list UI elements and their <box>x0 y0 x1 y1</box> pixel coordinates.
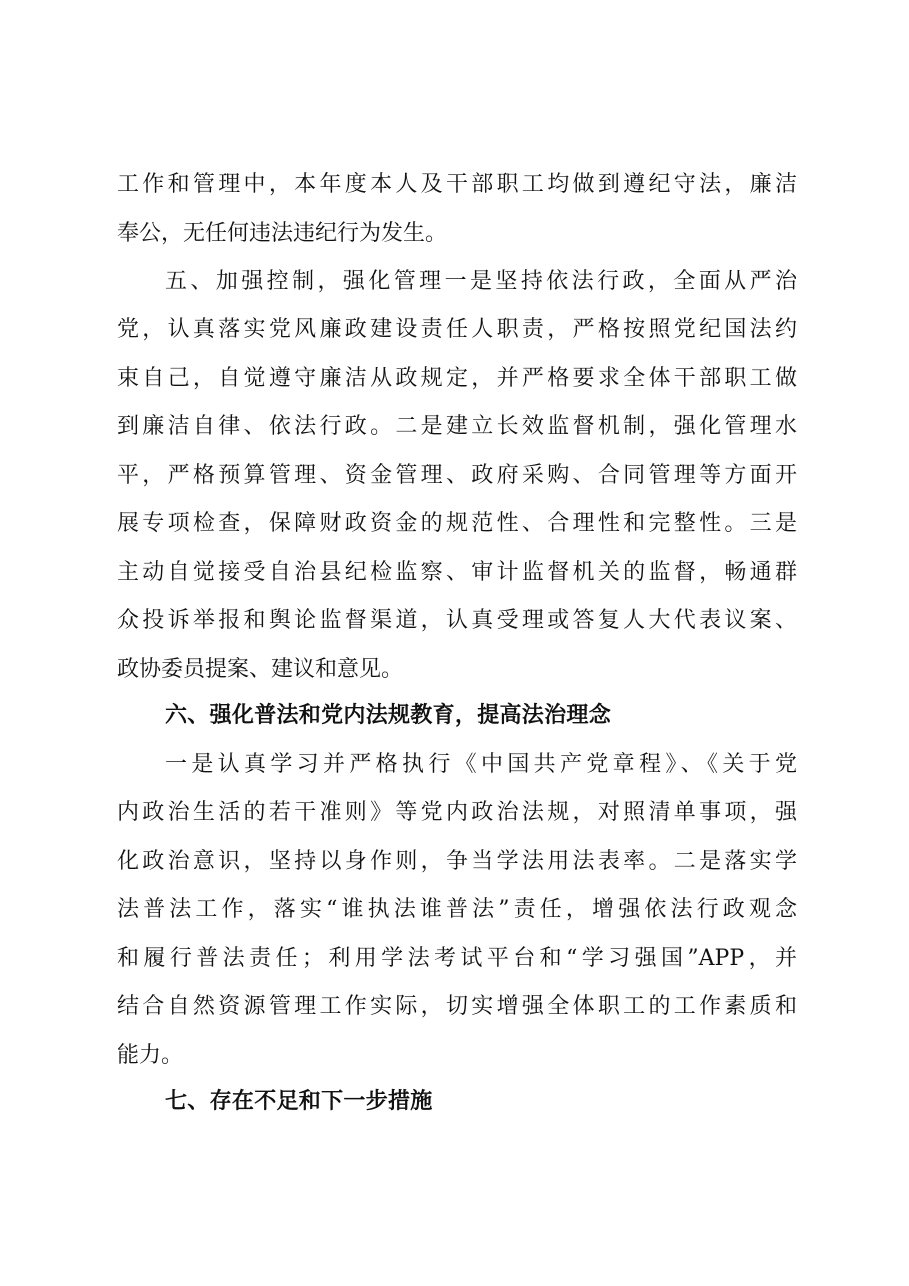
paragraph-line: 党，认真落实党风廉政建设责任人职责，严格按照党纪国法约 <box>117 317 797 342</box>
paragraph-line: 束自己，自觉遵守廉洁从政规定，并严格要求全体干部职工做 <box>117 366 797 391</box>
paragraph-line: 到廉洁自律、依法行政。二是建立长效监督机制，强化管理水 <box>117 414 797 439</box>
paragraph-line: 奉公，无任何违法违纪行为发生。 <box>117 221 448 246</box>
paragraph-line: 众投诉举报和舆论监督渠道，认真受理或答复人大代表议案、 <box>117 608 797 633</box>
paragraph-line: 能力。 <box>117 1043 184 1068</box>
paragraph-line: 主动自觉接受自治县纪检监察、审计监督机关的监督，畅通群 <box>117 560 797 585</box>
paragraph-line: 展专项检查，保障财政资金的规范性、合理性和完整性。三是 <box>117 511 797 536</box>
paragraph-line: 一是认真学习并严格执行《中国共产党章程》、《关于党 <box>165 752 797 777</box>
paragraph-line: 五、加强控制，强化管理一是坚持依法行政，全面从严治 <box>165 269 797 294</box>
paragraph-line: 法普法工作，落实“谁执法谁普法”责任，增强依法行政观念 <box>117 897 797 922</box>
paragraph-line: 内政治生活的若干准则》等党内政治法规，对照清单事项，强 <box>117 800 797 825</box>
paragraph-line: 结合自然资源管理工作实际，切实增强全体职工的工作素质和 <box>117 994 797 1019</box>
paragraph-line: 政协委员提案、建议和意见。 <box>117 657 404 682</box>
paragraph-line: 平，严格预算管理、资金管理、政府采购、合同管理等方面开 <box>117 463 797 488</box>
section-heading: 六、强化普法和党内法规教育，提高法治理念 <box>165 703 612 728</box>
section-heading: 七、存在不足和下一步措施 <box>165 1089 433 1114</box>
paragraph-line: 和履行普法责任；利用学法考试平台和“学习强国”APP，并 <box>117 946 797 971</box>
paragraph-line: 工作和管理中，本年度本人及干部职工均做到遵纪守法，廉洁 <box>117 172 797 197</box>
paragraph-line: 化政治意识，坚持以身作则，争当学法用法表率。二是落实学 <box>117 849 797 874</box>
